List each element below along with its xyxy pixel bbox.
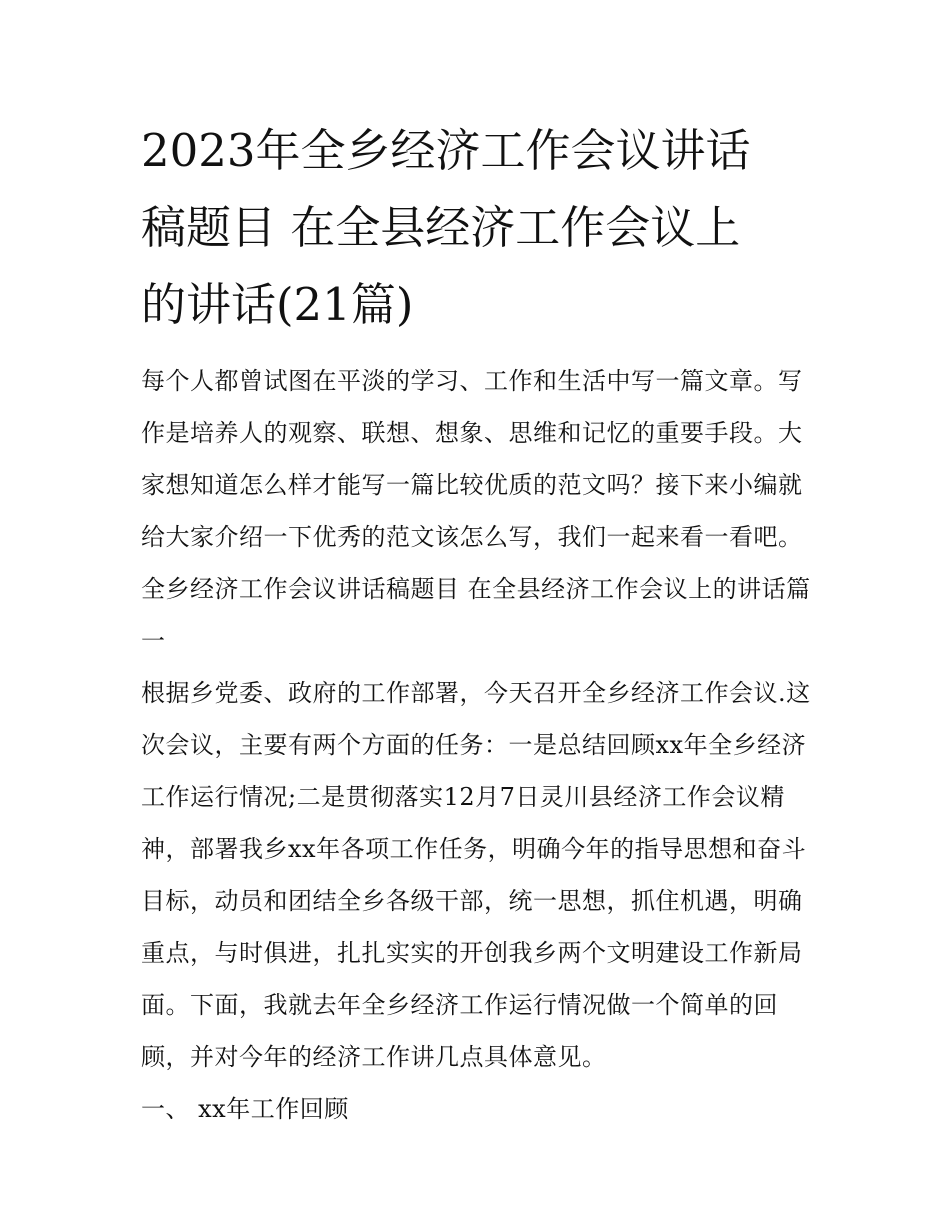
subsection-heading: 一、 xx年工作回顾 xyxy=(141,1095,349,1123)
title-line: 2023年全乡经济工作会议讲话 xyxy=(141,124,751,177)
title-line: 的讲话(21篇) xyxy=(141,278,414,331)
intro-paragraph: 每个人都曾试图在平淡的学习、工作和生活中写一篇文章。写作是培养人的观察、联想、想象、思维和记忆的重要手段。大家想知道怎么样才能写一篇比较优质的范文吗？接下来小编就给大家介绍一下优秀的范文该怎么写，我们一起来看一看吧。 xyxy=(141,367,803,551)
document-body xyxy=(141,355,816,1135)
document-title xyxy=(141,112,813,343)
title-line: 稿题目 在全县经济工作会议上 xyxy=(141,201,741,254)
section-heading: 全乡经济工作会议讲话稿题目 在全县经济工作会议上的讲话篇一 xyxy=(141,575,811,655)
body-paragraph: 根据乡党委、政府的工作部署，今天召开全乡经济工作会议.这次会议，主要有两个方面的任务：一是总结回顾xx年全乡经济工作运行情况;二是贯彻落实12月7日灵川县经济工作会议精神，部署我乡xx年各项工作任务，明确今年的指导思想和奋斗目标，动员和团结全乡各级干部，统一思想，抓住机遇，明确重点，与时俱进，扎扎实实的开创我乡两个文明建设工作新局面。下面，我就去年全乡经济工作运行情况做一个简单的回顾，并对今年的经济工作讲几点具体意见。 xyxy=(141,679,811,1071)
